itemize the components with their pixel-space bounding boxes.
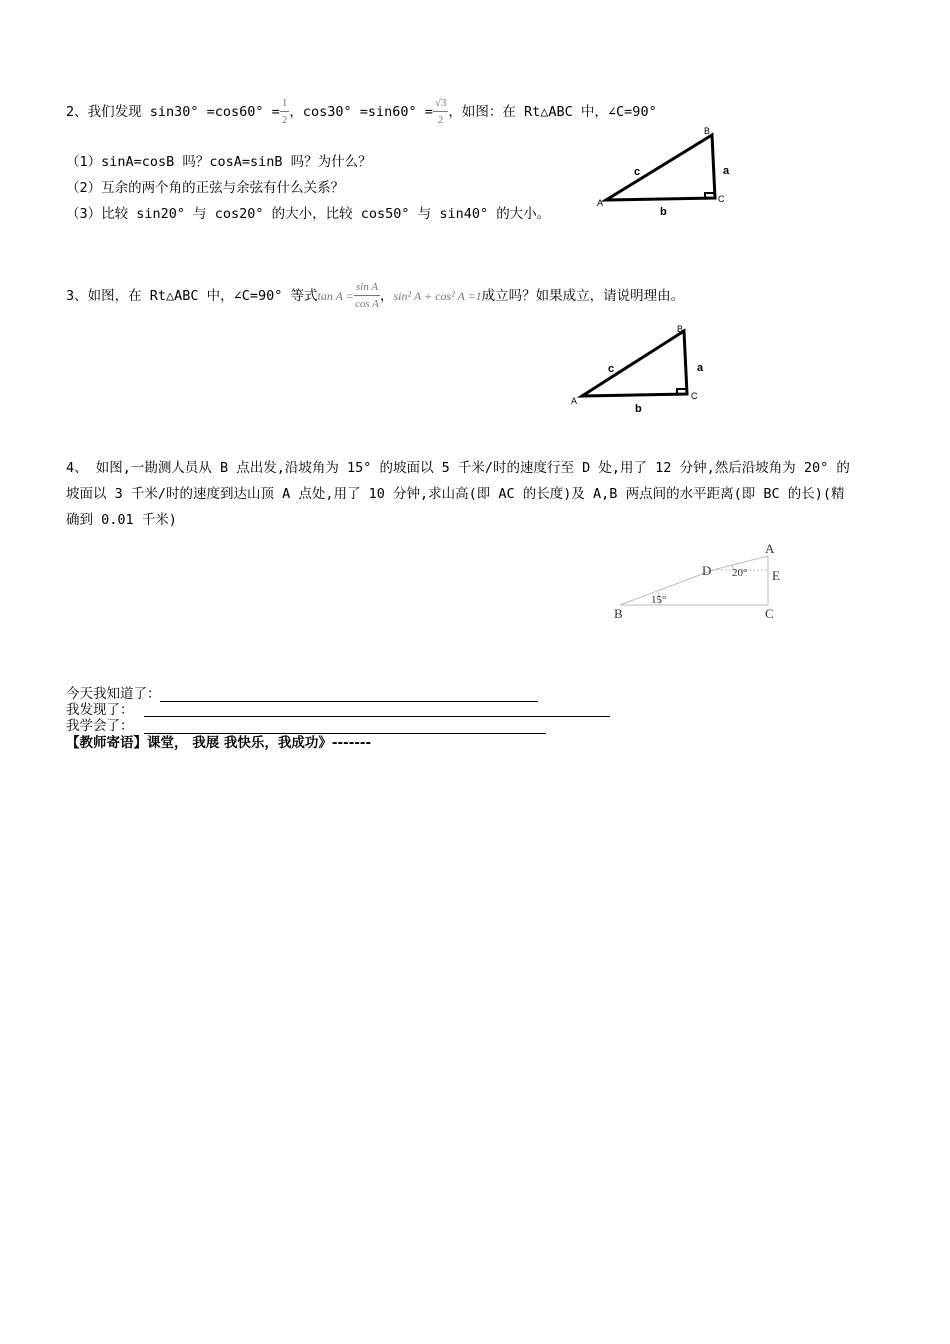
q3-triangle-diagram (566, 322, 716, 417)
summary-learned-line (160, 701, 538, 702)
q3-triangle (582, 331, 687, 396)
q3-heading (66, 280, 684, 312)
q3-label-C: C (691, 391, 698, 401)
q2-sub1: （1）sinA=cosB 吗？cosA=sinB 吗？为什么？ (66, 154, 372, 170)
summary-mastered: 我学会了： (66, 718, 134, 734)
q2-frac1-den: 2 (281, 114, 288, 126)
q4-line1: 4、 如图,一勘测人员从 B 点出发,沿坡角为 15° 的坡面以 5 千米/时的速度行至 D 处,用了 12 分钟,然后沿坡角为 20° 的 (66, 460, 850, 476)
q4-label-E: E (772, 568, 780, 583)
q4-line2: 坡面以 3 千米/时的速度到达山顶 A 点处,用了 10 分钟,求山高(即 AC 的长度)及 A,B 两点间的水平距离(即 BC 的长)(精 (66, 486, 845, 502)
q3-suffix: 成立吗？如果成立，请说明理由。 (481, 288, 685, 304)
q2-suffix: ，如图：在 Rt△ABC 中，∠C=90° (448, 104, 657, 120)
summary-learned: 今天我知道了： (66, 686, 161, 702)
q2-sub3: （3）比较 sin20° 与 cos20° 的大小，比较 cos50° 与 sin40° 的大小。 (66, 206, 551, 222)
q3-comma: ， (379, 288, 394, 304)
teacher-message: 【教师寄语】课堂， 我展 我快乐，我成功》------- (66, 735, 372, 751)
summary-found: 我发现了： (66, 702, 134, 718)
q3-eq1-left: tan A = (317, 289, 354, 303)
q2-label-C: C (718, 194, 725, 204)
q3-prefix: 3、如图，在 Rt△ABC 中，∠C=90° 等式 (66, 288, 318, 304)
q2-label-a: a (723, 165, 730, 177)
q3-eq2: sin² A + cos² A =1 (393, 289, 482, 303)
q2-label-b: b (660, 206, 667, 218)
q3-label-A: A (571, 396, 578, 406)
q2-frac2-den: 2 (437, 114, 444, 126)
q4-line3: 确到 0.01 千米) (66, 512, 177, 528)
q2-fraction-half (280, 98, 290, 126)
q4-angle-15: 15° (651, 594, 667, 606)
q4-label-A: A (765, 541, 775, 556)
q3-label-B: B (677, 324, 684, 334)
q2-prefix: 2、我们发现 sin30° =cos60° = (66, 104, 280, 120)
q2-heading (66, 98, 657, 126)
q2-mid: ，cos30° =sin60° = (289, 104, 433, 120)
q3-eq1-num: sin A (354, 282, 380, 296)
summary-mastered-line (144, 733, 546, 734)
q4-slope-BD (620, 570, 713, 605)
q3-label-b: b (635, 403, 642, 415)
q4-angle-20: 20° (732, 567, 748, 579)
q4-slope-diagram (605, 538, 795, 628)
q3-label-a: a (697, 362, 704, 374)
q4-label-D: D (702, 563, 712, 578)
q4-problem (66, 455, 896, 533)
q3-eq1-den: cos A (354, 298, 379, 310)
q3-label-c: c (608, 363, 615, 375)
q2-frac2-num: √3 (433, 98, 449, 112)
summary-found-line (144, 716, 610, 717)
q2-sub2: （2）互余的两个角的正弦与余弦有什么关系？ (66, 180, 345, 196)
q2-triangle-diagram (590, 126, 740, 221)
q2-label-B: B (704, 126, 711, 136)
q4-label-B: B (614, 606, 623, 621)
q4-label-C: C (765, 606, 774, 621)
q2-label-A: A (597, 198, 604, 208)
q2-label-c: c (634, 166, 641, 178)
q2-triangle (606, 135, 715, 200)
q2-fraction-root3 (433, 98, 449, 126)
q3-eq1-fraction (354, 282, 380, 310)
q2-frac1-num: 1 (280, 98, 290, 112)
